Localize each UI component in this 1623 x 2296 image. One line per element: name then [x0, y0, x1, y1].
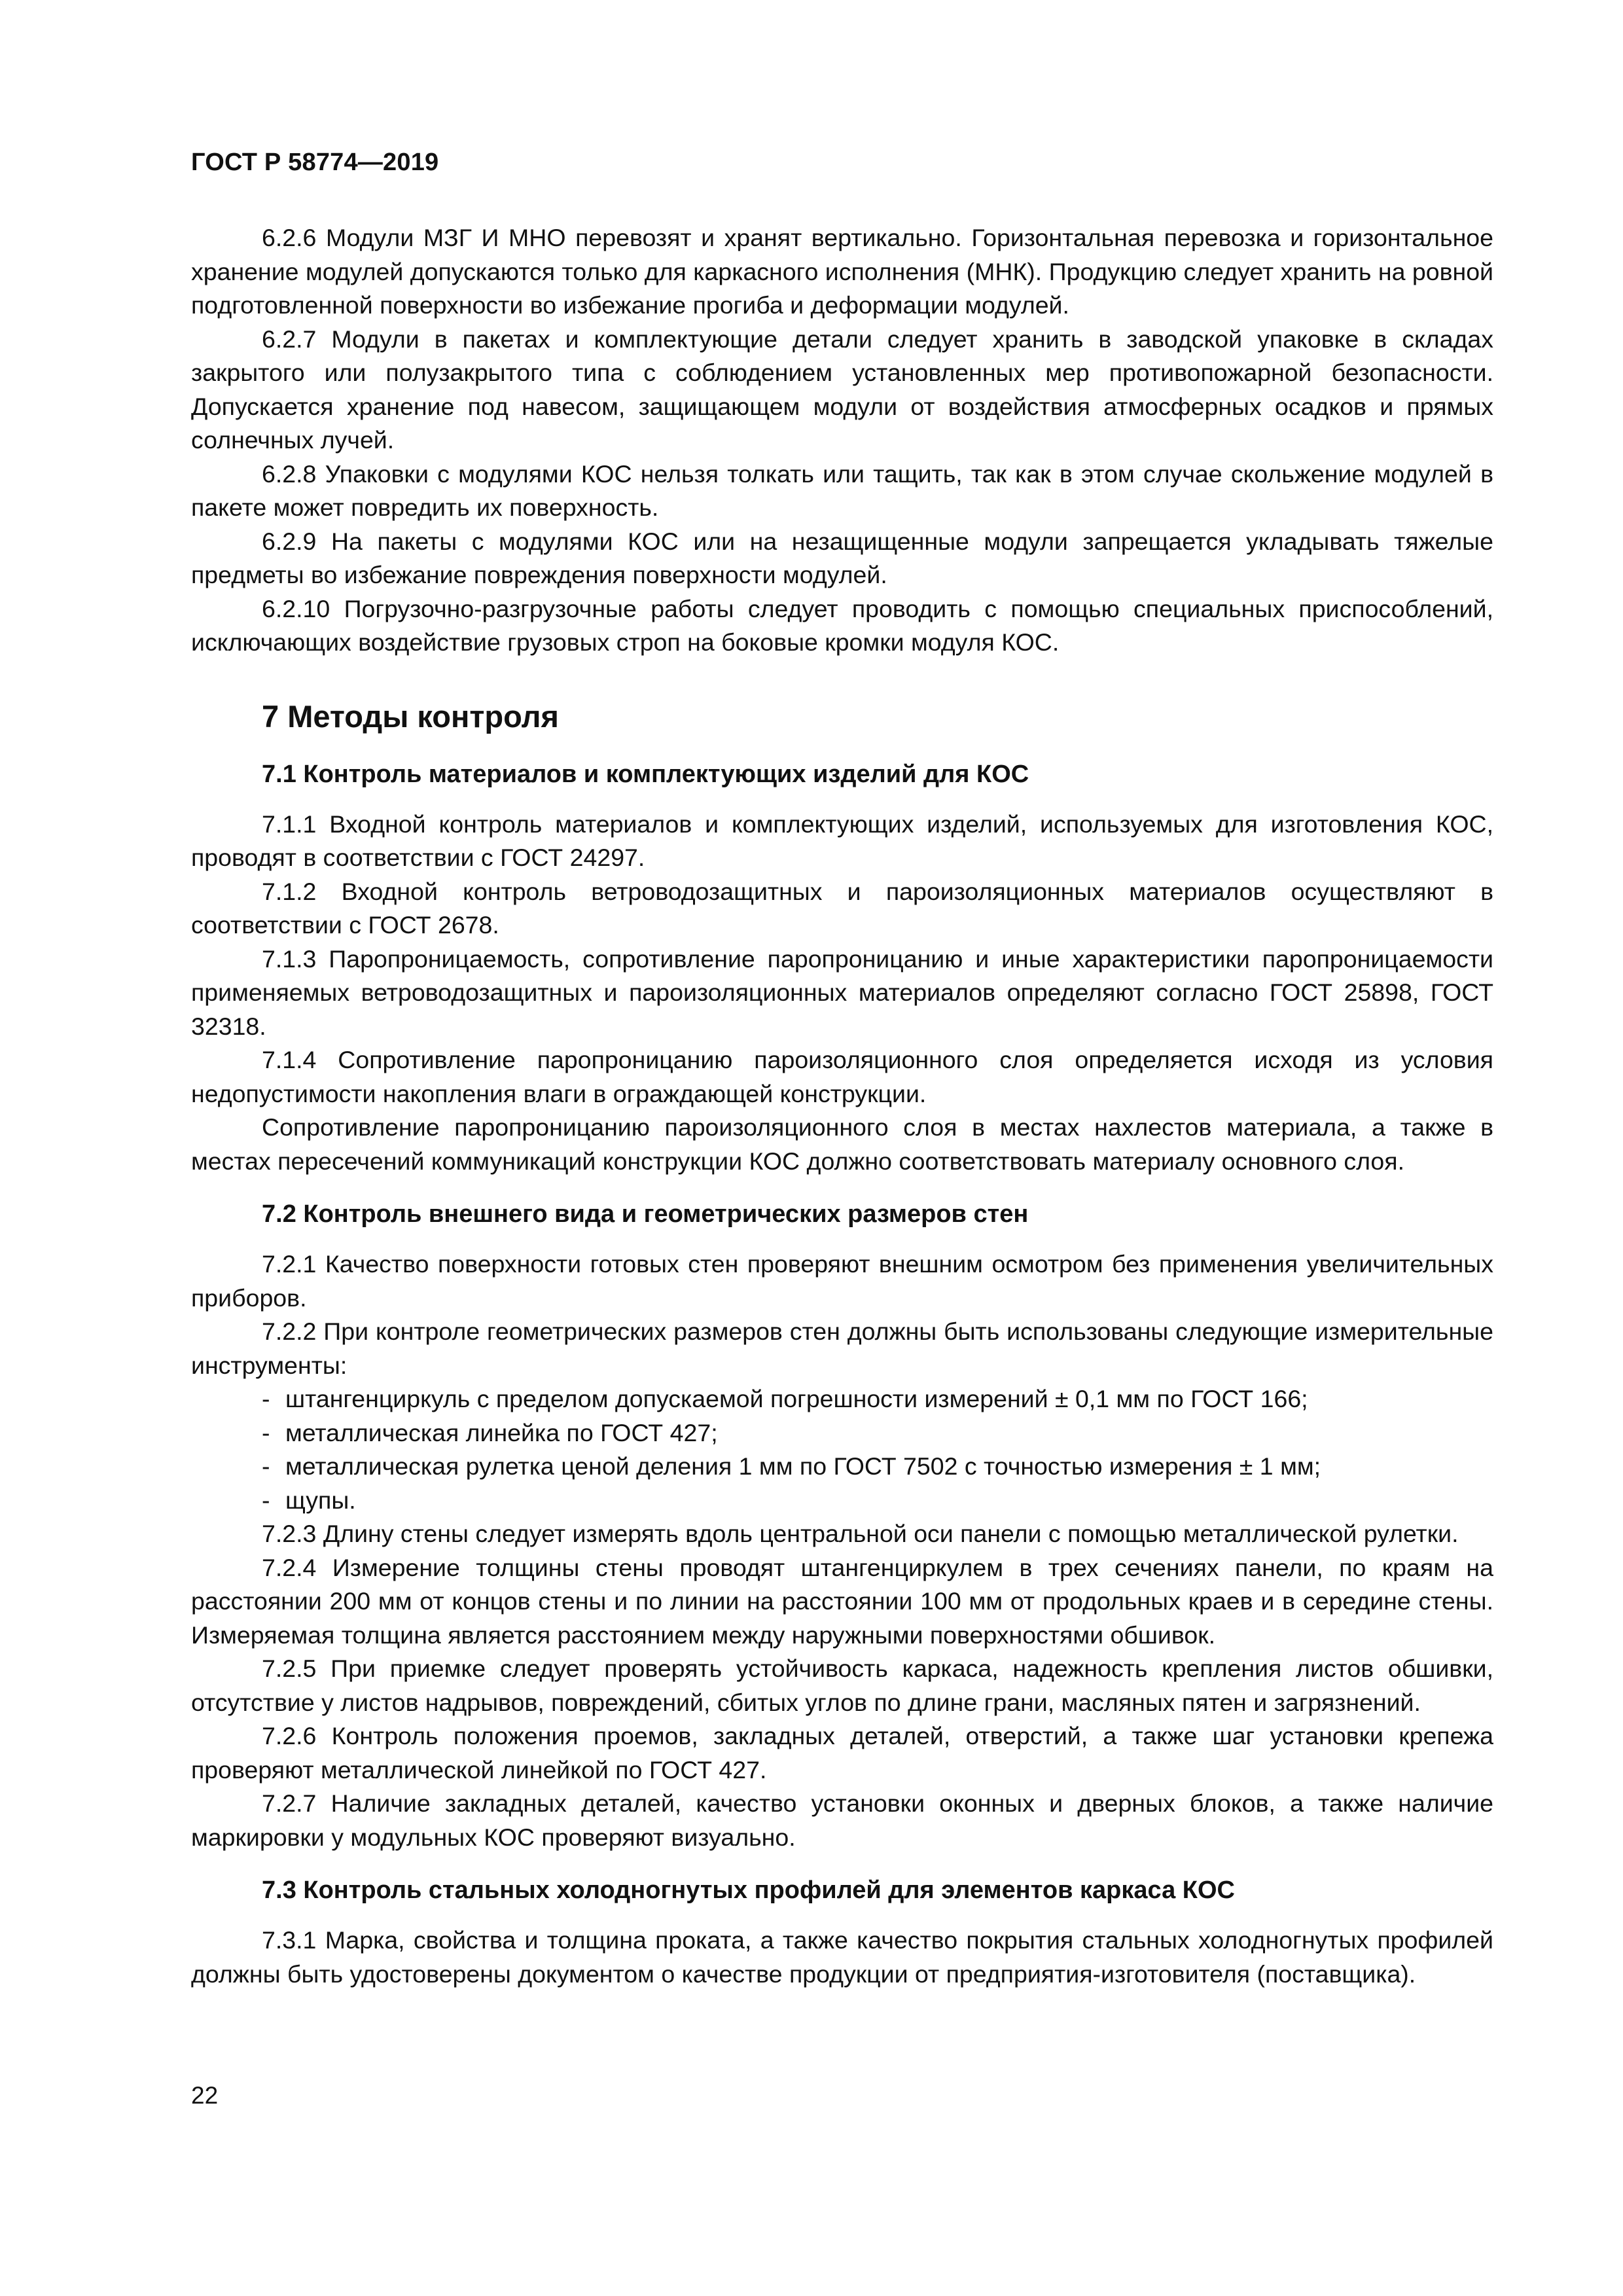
list-item: [191, 1484, 1493, 1518]
paragraph-6-2-7: 6.2.7 Модули в пакетах и комплектующие детали следует хранить в заводской упаковке в складах закрытого или полузакрытого типа с соблюдением установленных мер противопожарной безопасности. Допускается хранение под навесом, защищающем модули от воздействия атмосферных осадков и прямых солнечных лучей.: [191, 325, 1493, 454]
paragraph-7-2-6: 7.2.6 Контроль положения проемов, закладных деталей, отверстий, а также шаг установки крепежа проверяют металлической линейкой по ГОСТ 427.: [191, 1722, 1493, 1784]
paragraph-7-1-1: 7.1.1 Входной контроль материалов и комплектующих изделий, используемых для изготовления КОС, проводят в соответствии с ГОСТ 24297.: [191, 810, 1493, 871]
paragraph-7-1-4-continued: Сопротивление паропроницанию пароизоляционного слоя в местах нахлестов материала, а также в местах пересечений коммуникаций конструкции КОС должно соответствовать материалу основного слоя.: [191, 1113, 1493, 1175]
list-item-text: металлическая рулетка ценой деления 1 мм по ГОСТ 7502 с точностью измерения ± 1 мм;: [285, 1452, 1321, 1480]
paragraph-7-2-1: 7.2.1 Качество поверхности готовых стен проверяют внешним осмотром без применения увеличительных приборов.: [191, 1250, 1493, 1312]
paragraph-7-2-3: 7.2.3 Длину стены следует измерять вдоль центральной оси панели с помощью металлической рулетки.: [262, 1520, 1459, 1547]
paragraph-7-2-5: 7.2.5 При приемке следует проверять устойчивость каркаса, надежность крепления листов обшивки, отсутствие у листов надрывов, повреждений, сбитых углов по длине грани, масляных пятен и загрязнений.: [191, 1655, 1493, 1716]
list-dash: -: [262, 1486, 270, 1514]
paragraph-7-1-2: 7.1.2 Входной контроль ветроводозащитных и пароизоляционных материалов осуществляют в соответствии с ГОСТ 2678.: [191, 877, 1493, 939]
list-item-text: металлическая линейка по ГОСТ 427;: [285, 1418, 718, 1446]
list-dash: -: [262, 1385, 270, 1412]
subsection-title-7-2: 7.2 Контроль внешнего вида и геометрических размеров стен: [262, 1200, 1029, 1228]
subsection-title-7-1: 7.1 Контроль материалов и комплектующих изделий для КОС: [262, 760, 1029, 788]
document-header: ГОСТ Р 58774—2019: [191, 149, 439, 176]
list-dash: -: [262, 1418, 270, 1446]
paragraph-7-2-7: 7.2.7 Наличие закладных деталей, качество установки оконных и дверных блоков, а также наличие маркировки у модульных КОС проверяют визуально.: [191, 1789, 1493, 1851]
paragraph-7-2-2: 7.2.2 При контроле геометрических размеров стен должны быть использованы следующие измерительные инструменты:: [191, 1318, 1493, 1379]
paragraph-6-2-6: 6.2.6 Модули МЗГ И МНО перевозят и хранят вертикально. Горизонтальная перевозка и горизонтальное хранение модулей допускаются только для каркасного исполнения (МНК). Продукцию следует хранить на ровной подготовленной поверхности во избежание прогиба и деформации модулей.: [191, 224, 1493, 319]
paragraph-7-1-3: 7.1.3 Паропроницаемость, сопротивление паропроницанию и иные характеристики паропроницаемости применяемых ветроводозащитных и пароизоляционных материалов определяют согласно ГОСТ 25898, ГОСТ 32318.: [191, 944, 1493, 1040]
document-body: [191, 221, 1493, 1991]
paragraph-7-3-1: 7.3.1 Марка, свойства и толщина проката, а также качество покрытия стальных холодногнутых профилей должны быть удостоверены документом о качестве продукции от предприятия-изготовителя (поставщика).: [191, 1926, 1493, 1988]
subsection-title-7-3: 7.3 Контроль стальных холодногнутых профилей для элементов каркаса КОС: [262, 1876, 1235, 1904]
paragraph-6-2-8: 6.2.8 Упаковки с модулями КОС нельзя толкать или тащить, так как в этом случае скольжение модулей в пакете может повредить их поверхность.: [191, 459, 1493, 521]
list-item-text: щупы.: [285, 1486, 356, 1514]
list-item: [191, 1416, 1493, 1450]
paragraph-6-2-10: 6.2.10 Погрузочно-разгрузочные работы следует проводить с помощью специальных приспособлений, исключающих воздействие грузовых строп на боковые кромки модуля КОС.: [191, 594, 1493, 656]
page-number: 22: [191, 2082, 219, 2109]
paragraph-7-2-4: 7.2.4 Измерение толщины стены проводят штангенциркулем в трех сечениях панели, по краям на расстоянии 200 мм от концов стены и по линии на расстоянии 100 мм от продольных краев и в середине стены. Измеряемая толщина является расстоянием между наружными поверхностями обшивок.: [191, 1553, 1493, 1649]
list-item: [191, 1450, 1493, 1484]
list-item-text: штангенциркуль с пределом допускаемой погрешности измерений ± 0,1 мм по ГОСТ 166;: [285, 1385, 1308, 1412]
list-dash: -: [262, 1452, 270, 1480]
paragraph-6-2-9: 6.2.9 На пакеты с модулями КОС или на незащищенные модули запрещается укладывать тяжелые предметы во избежание повреждения поверхности модулей.: [191, 527, 1493, 588]
paragraph-7-1-4: 7.1.4 Сопротивление паропроницанию пароизоляционного слоя определяется исходя из условия недопустимости накопления влаги в ограждающей конструкции.: [191, 1046, 1493, 1107]
measurement-tools-list: [191, 1382, 1493, 1517]
section-title: 7 Методы контроля: [262, 698, 559, 734]
list-item: [191, 1382, 1493, 1416]
